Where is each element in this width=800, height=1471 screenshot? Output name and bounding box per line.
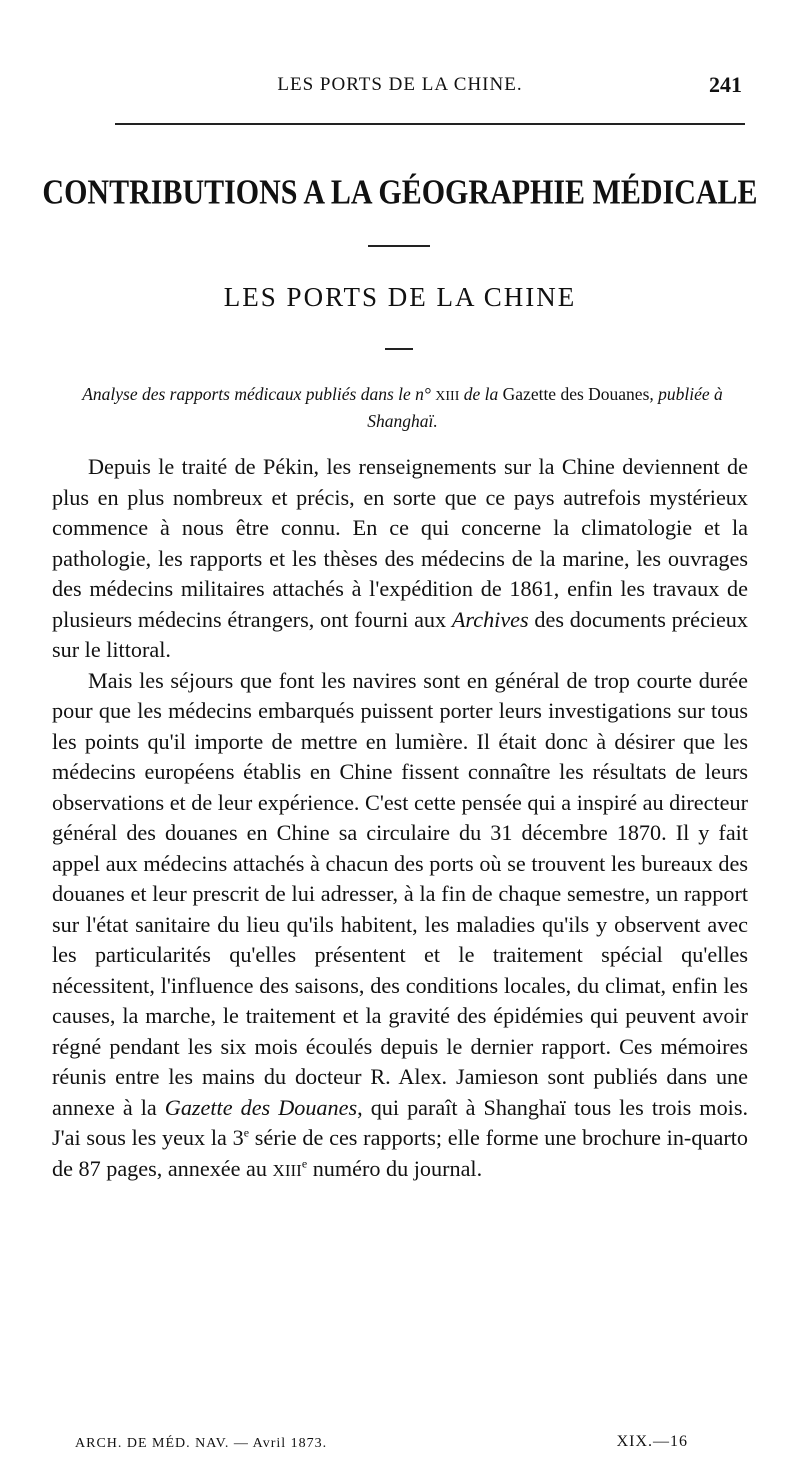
p2-sup-1: e [243,1125,250,1140]
header-rule [115,123,745,125]
p2-text-c: série de ces rapports; elle forme une brochure in-quarto de 87 pages, annexée au [52,1125,748,1181]
note-part1: Analyse des rapports médicaux publiés dans le n° [82,384,436,404]
subtitle-rule [385,348,413,350]
body-text [52,452,748,1186]
note-part2: de la [459,384,503,404]
paragraph-1 [52,452,748,666]
note-numeral: XIII [435,389,460,404]
p2-text-b: , qui paraît à Shanghaï tous les trois mois. J'ai sous les yeux la 3 [52,1094,749,1150]
footer-signature: XIX.—16 [616,1433,688,1450]
main-title: CONTRIBUTIONS A LA GÉOGRAPHIE MÉDICALE [42,173,758,212]
page-number: 241 [709,72,742,97]
p2-text-a: Mais les séjours que font les navires sont en général de trop courte durée pour que les médecins embarqués puissent porter leurs investigations sur tous les points qu'il importe de mettre en lumière. Il était donc à désirer que les médecins européens établis en Chine fissent connaître les résultats de leurs observations et de leur expérience. C'est cette pensée qui a inspiré au directeur général des douanes en Chine sa circulaire du 31 décembre 1870. Il y fait appel aux médecins attachés à chacun des ports où se trouvent les bureaux des douanes et leur prescrit de lui adresser, à la fin de chaque semestre, un rapport sur l'état sanitaire du lieu qu'ils habitent, les maladies qu'ils y observent avec les particularités qu'elles présentent et le traitement spécial qu'elles nécessitent, l'influence des saisons, des conditions locales, du climat, enfin les causes, la marche, le traitement et la gravité des épidémies qui peuvent avoir régné pendant les six mois écoulés depuis le dernier rapport. Ces mémoires réunis entre les mains du docteur R. Alex. Jamieson sont publiés dans une annexe à la [52,667,748,1120]
footer-journal: ARCH. DE MÉD. NAV. — Avril 1873. [75,1436,328,1451]
footer [75,1433,740,1460]
p1-text-b: des documents précieux sur le littoral. [52,606,748,662]
running-title: LES PORTS DE LA CHINE. [277,74,523,95]
p2-text-d: numéro du journal. [307,1155,483,1181]
note-part3: , publiée à Shanghaï. [367,384,723,431]
title-rule [368,245,430,247]
note-gazette: Gazette des Douanes [502,384,650,404]
running-head [58,72,742,102]
source-note [60,382,745,434]
p2-gazette: Gazette des Douanes [164,1094,358,1120]
p2-numeral: XIII [272,1160,302,1180]
paragraph-2 [52,666,748,1187]
p2-sup-2: e [301,1156,308,1171]
sub-title: LES PORTS DE LA CHINE [223,282,577,312]
p1-archives: Archives [451,606,529,632]
p1-text-a: Depuis le traité de Pékin, les renseignements sur la Chine deviennent de plus en plus nombreux et précis, en sorte que ce pays autrefois mystérieux commence à nous être connu. En ce qui concerne la climatologie et la pathologie, les rapports et les thèses des médecins de la marine, les ouvrages des médecins militaires attachés à l'expédition de 1861, enfin les travaux de plusieurs médecins étrangers, ont fourni aux [52,454,748,632]
